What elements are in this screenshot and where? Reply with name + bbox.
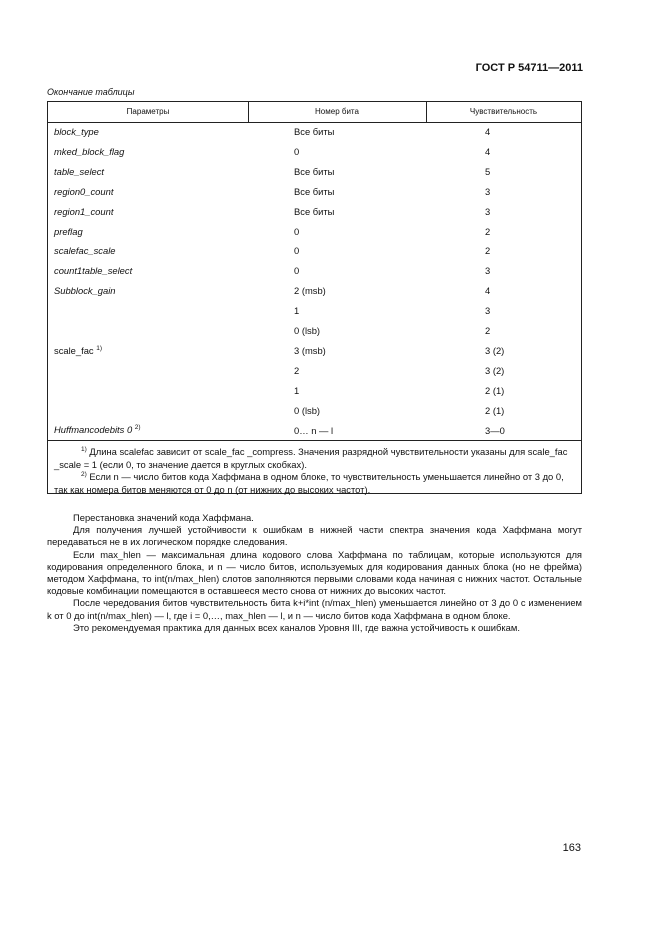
sensitivity-cell: 4 (485, 145, 491, 157)
param-cell: region1_count (54, 205, 114, 217)
table-header (48, 102, 581, 123)
paragraph: После чередования битов чувствительность бита k+i*int (n/max_hlen) уменьшается линейно от 3 до 0 с изменением k от 0 до int(n/max_hlen) — l, где i = 0,…, max_hlen — l, и n — число битов кода Хаффмана в одном блоке. (47, 597, 582, 621)
sensitivity-cell: 2 (485, 225, 491, 237)
bit-cell: 1 (294, 384, 300, 396)
paragraph: Для получения лучшей устойчивости к ошибкам в нижней части спектра значения кода Хаффмана могут передаваться не в их логическом порядке следования. (47, 524, 582, 548)
scale-fac-note: 1) (96, 345, 102, 352)
bit-cell: 2 (msb) (294, 285, 326, 297)
table-footnotes (48, 440, 581, 495)
footnote-1 (54, 444, 574, 471)
param-cell: preflag (54, 225, 83, 237)
footnote-1-mark: 1) (81, 446, 87, 453)
bit-cell: 0 (lsb) (294, 325, 321, 336)
bit-cell: 0 (294, 145, 300, 157)
sensitivity-cell: 2 (485, 325, 491, 336)
sensitivity-cell: 3—0 (485, 424, 505, 436)
param-cell: Subblock_gain (54, 285, 116, 297)
sensitivity-cell: 4 (485, 285, 491, 297)
table-caption: Окончание таблицы (47, 87, 135, 97)
footnote-1-text: Длина scalefac зависит от scale_fac _compress. Значения разрядной чувствительности указаны для scale_fac _scale = 1 (если 0, то значение дается в круглых скобках). (54, 446, 568, 470)
scale-fac-text: scale_fac (54, 345, 94, 357)
huffman-text: Huffmancodebits 0 (54, 424, 133, 436)
footnote-2 (54, 469, 574, 496)
bit-cell: 0 (294, 225, 300, 237)
sensitivity-cell: 4 (485, 126, 491, 137)
paragraph: Перестановка значений кода Хаффмана. (73, 512, 254, 523)
footnote-2-text: Если n — число битов кода Хаффмана в одном блоке, то чувствительность уменьшается линейно от 3 до 0, так как номера битов меняются от 0 до n (от нижних до высоких частот). (54, 471, 564, 495)
paragraph: Это рекомендуемая практика для данных всех каналов Уровня III, где важна устойчивость к ошибкам. (73, 621, 520, 633)
sensitivity-cell: 2 (1) (485, 404, 505, 416)
column-header-bit: Номер бита (315, 107, 359, 116)
standard-designation: ГОСТ Р 54711—2011 (475, 62, 583, 74)
param-cell: region0_count (54, 185, 114, 197)
param-cell: mked_block_flag (54, 145, 125, 157)
scale-fac-label (54, 345, 102, 356)
bit-cell: 0… n — l (294, 424, 334, 436)
param-cell: table_select (54, 165, 105, 177)
param-cell: block_type (54, 126, 99, 137)
paragraph: Если max_hlen — максимальная длина кодового слова Хаффмана по таблицам, которые используются для кодирования определенного блока, и n — число битов, используемых для кодирования данных блока (но не фрейма) методом Хаффмана, то int(n/max_hlen) слотов заполняются первыми словами кода начиная с нижних частот. Остальные кодовые комбинации помещаются в оставшееся место снова от нижних до высоких частот. (47, 548, 582, 597)
huffman-note: 2) (134, 424, 141, 431)
column-header-sensitivity: Чувствительность (469, 107, 538, 116)
bit-cell: 0 (294, 245, 300, 257)
bit-cell: 2 (294, 364, 300, 376)
huffman-label (54, 424, 141, 435)
sensitivity-cell: 3 (485, 305, 491, 317)
bit-cell: Все биты (294, 126, 335, 137)
sensitivity-cell: 3 (485, 205, 491, 217)
bit-cell: Все биты (294, 205, 335, 217)
column-header-params: Параметры (126, 107, 170, 116)
sensitivity-cell: 3 (2) (485, 344, 505, 356)
bit-cell: 3 (msb) (294, 344, 326, 356)
sensitivity-cell: 3 (2) (485, 364, 505, 376)
body-text (47, 512, 582, 634)
header-divider (248, 102, 249, 122)
sensitivity-cell: 3 (485, 185, 491, 197)
header-divider (426, 102, 427, 122)
bit-cell: Все биты (294, 185, 335, 197)
page-number: 163 (562, 842, 581, 854)
footnote-2-mark: 2) (81, 471, 87, 478)
sensitivity-cell: 2 (1) (485, 384, 505, 396)
sensitivity-cell: 2 (485, 245, 491, 257)
param-cell: scalefac_scale (54, 245, 116, 257)
bit-cell: 1 (294, 305, 300, 317)
bit-cell: 0 (lsb) (294, 404, 321, 416)
param-cell: count1table_select (54, 265, 133, 277)
bit-cell: 0 (294, 265, 300, 277)
sensitivity-cell: 5 (485, 165, 491, 177)
sensitivity-cell: 3 (485, 265, 491, 277)
bit-cell: Все биты (294, 165, 335, 177)
sensitivity-table (47, 101, 582, 494)
